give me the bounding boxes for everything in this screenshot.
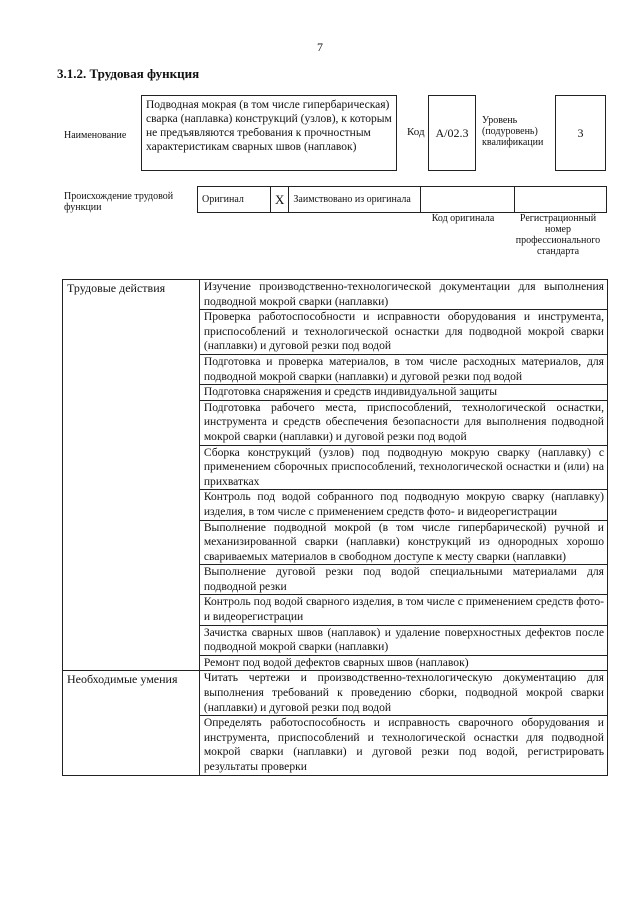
- level-label: Уровень (подуровень) квалификации: [482, 115, 544, 148]
- section-item: Проверка работоспособности и исправности оборудования и инструмента, приспособлений и технологической оснастки для подводной мокрой сварки (наплавки) и дуговой резки под водой: [199, 310, 607, 355]
- section-item: Подготовка и проверка материалов, в том числе расходных материалов, для подводной мокрой сварки (наплавки) и дуговой резки под водой: [199, 354, 607, 384]
- section-item: Ремонт под водой дефектов сварных швов (наплавок): [199, 655, 607, 671]
- section-item: Подготовка снаряжения и средств индивидуальной защиты: [199, 385, 607, 401]
- section-item: Читать чертежи и производственно-технологическую документацию для выполнения требований к проведению сборки, подводной мокрой сварки (наплавки) и дуговой резки под водой: [199, 671, 607, 716]
- section-category: Необходимые умения: [63, 671, 200, 775]
- origin-label: Происхождение трудовой функции: [64, 191, 174, 213]
- section-item: Изучение производственно-технологической документации для выполнения подводной мокрой сварки (наплавки): [199, 280, 607, 310]
- functions-table: [62, 279, 608, 776]
- section-title: 3.1.2. Трудовая функция: [57, 66, 200, 81]
- page-number: 7: [317, 40, 323, 54]
- name-label: Наименование: [64, 130, 127, 141]
- section-item: Выполнение дуговой резки под водой специальными материалами для подводной резки: [199, 565, 607, 595]
- section-item: Контроль под водой сварного изделия, в том числе с применением средств фото- и видеорегистрации: [199, 595, 607, 625]
- original-mark: X: [271, 187, 289, 213]
- section-item: Подготовка рабочего места, приспособлений, технологической оснастки, инструмента и средств обеспечения безопасности для выполнения подводной мокрой сварки (наплавки) и дуговой резки под водой: [199, 400, 607, 445]
- section-item: Зачистка сварных швов (наплавок) и удаление поверхностных дефектов после подводной мокрой сварки (наплавки): [199, 625, 607, 655]
- section-item: Определять работоспособность и исправность сварочного оборудования и инструмента, приспособлений и технологической оснастки для подводной мокрой сварки (наплавки) и дуговой резки под водой, регистрировать результаты проверки: [199, 716, 607, 775]
- origin-table: [197, 186, 607, 213]
- table-row: [63, 671, 608, 716]
- name-value: Подводная мокрая (в том числе гипербарическая) сварка (наплавка) конструкций (узлов), к которым не предъявляются требования к прочностным характеристикам сварных швов (наплавок): [141, 95, 397, 171]
- original-label: Оригинал: [198, 187, 271, 213]
- section-item: Выполнение подводной мокрой (в том числе гипербарической) ручной и механизированной сварки (наплавки) конструкций из однородных хорошо свариваемых материалов в свободном доступе к месту сварки (наплавки): [199, 520, 607, 565]
- reg-number-label: Регистрационный номер профессионального стандарта: [515, 213, 601, 257]
- code-value: A/02.3: [428, 95, 476, 171]
- code-original-cell: [421, 187, 515, 213]
- reg-number-cell: [515, 187, 607, 213]
- code-original-label: Код оригинала: [431, 213, 495, 224]
- section-item: Сборка конструкций (узлов) под подводную мокрую сварку (наплавку) с применением сборочных приспособлений, технологической оснастки и (или) на прихватках: [199, 445, 607, 490]
- borrowed-label: Заимствовано из оригинала: [289, 187, 421, 213]
- level-value: 3: [555, 95, 606, 171]
- section-item: Контроль под водой собранного под подводную мокрую сварку (наплавку) изделия, в том числе с применением средств фото- и видеорегистрации: [199, 490, 607, 520]
- table-row: [63, 280, 608, 310]
- code-label: Код: [407, 126, 425, 138]
- section-category: Трудовые действия: [63, 280, 200, 671]
